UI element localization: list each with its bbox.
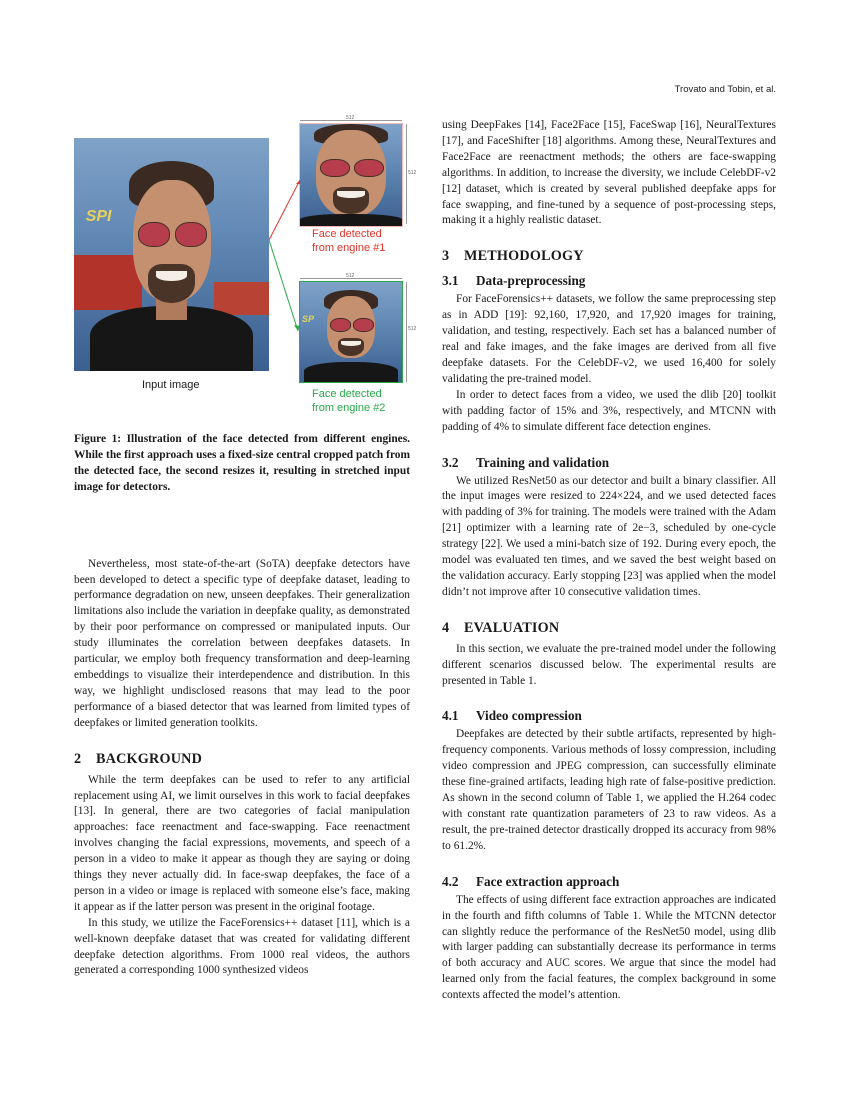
figure-1 [74,115,417,418]
right-column [442,118,776,1004]
subsection-3-2-heading: 3.2 Training and validation [442,454,610,470]
section-4-heading: 4 EVALUATION [442,619,560,636]
dim-height-1: 512 [408,170,417,176]
subsection-4-2-paragraph-1: The effects of using different face extraction approaches are indicated in the fourth and fifth columns of Table 1. While the MTCNN detector can slightly reduce the performance of the ResNet50 model, using dlib with larger padding can substantially decrease its performance in terms of both accuracy and AUC scores. We argue that since the model had learned only from the facial features, the complex background in some contexts affected the model’s attention. [442,893,776,1002]
figure-caption: Figure 1: Illustration of the face detected from different engines. While the first approach uses a fixed-size central cropped patch from the detected face, the second resizes it, resulting in stretched input image for detectors. [74,433,410,493]
engine2-crop: SP [300,282,402,382]
input-photo: SPI [74,138,269,371]
subsection-4-1-heading: 4.1 Video compression [442,708,582,724]
section-2-paragraph-1: While the term deepfakes can be used to refer to any artificial replacement using AI, we limit ourselves in this work to facial deepfakes [13]. In general, there are two categories of facial manipulation approaches: face reenactment and face-swapping. Face reenactment involves changing the facial expressions, movements, and speech of a person in a video to make it appear as though they are saying or doing things they never actually did. In face-swap deepfakes, the face of a person in a video or image is replaced with someone else’s face, making it appear as if the latter person was present in the original footage. [74,773,410,913]
engine2-label: Face detected from engine #2 [312,388,386,414]
dim-width-1: 512 [346,115,355,121]
section-2-heading: 2 BACKGROUND [74,750,203,767]
subsection-4-2-heading: 4.2 Face extraction approach [442,873,620,889]
engine2-frame [299,281,403,383]
subsection-3-1-paragraph-2: In order to detect faces from a video, we used the dlib [20] toolkit with padding factor of 15% and 3%, respectively, and MTCNN with padding of 4% to simulate different face detection engines. [442,388,776,433]
intro-paragraph: Nevertheless, most state-of-the-art (SoTA) deepfake detectors have been developed to detect a specific type of deepfake dataset, leading to performance degradation on new, unseen deepfakes. Their generalization limitations also include the variation in deepfake quality, as demonstrated by their poor performance on compressed or manipulated inputs. Our study illuminates the correlation between deepfakes datasets. In particular, we employ both frequency transformation and deep-learning embeddings to visualize their interdependence and distribution. In this way, we highlight undisclosed reasons that may lead to the poor performance of a biased detector that was learned from limited types of deepfakes or limited generation toolkits. [74,557,410,729]
dim-width-2: 512 [346,273,355,279]
subsection-3-2-paragraph-1: We utilized ResNet50 as our detector and built a binary classifier. All the input images were resized to 224×224, and we used detected faces with padding of 3% for training. The models were trained with the Adam [21] optimizer with a learning rate of 2e−3, scheduled by one-cycle strategy [22]. We used a mini-batch size of 192. During every epoch, the model was evaluated ten times, and we saved the best weight based on the validation accuracy. Early stopping [23] was applied when the model didn’t not improve after 10 consecutive validation times. [442,474,776,598]
engine1-frame [299,123,403,227]
section-2-paragraph-2: In this study, we utilize the FaceForensics++ dataset [11], which is a well-known deepfake dataset that was created for validating different deepfake detection algorithms. From 1000 real videos, the authors generated a corresponding 1000 synthesized videos [74,916,410,977]
running-head: Trovato and Tobin, et al. [674,84,776,95]
continued-paragraph: using DeepFakes [14], Face2Face [15], FaceSwap [16], NeuralTextures [17], and FaceShifter [18] algorithms. Among these, NeuralTextures and Face2Face are reenactment methods; the others are face-swapping algorithms. In addition, to increase the diversity, we include CelebDF-v2 [12] dataset, which is created by several published deepfake apps for face swapping, and fine-tuned by a sequence of post-processing steps, making it a highly realistic dataset. [442,119,776,227]
left-column [74,115,417,979]
dim-height-2: 512 [408,326,417,332]
section-3-heading: 3 METHODOLOGY [442,248,584,265]
input-image-label: Input image [142,379,200,391]
subsection-3-1-paragraph-1: For FaceForensics++ datasets, we follow the same preprocessing step as in ADD [19]: 92,160, 17,920, and 17,920 images for training, validation, and testing, respectively. Each set has a balanced number of real and fake images, and the fake images are derived from all five deepfake datasets. For the CelebDF-v2, we used 16,400 for solely validating the pre-trained model. [442,293,776,385]
engine1-label: Face detected from engine #1 [312,228,386,254]
subsection-3-1-heading: 3.1 Data-preprocessing [442,273,586,289]
section-4-paragraph-1: In this section, we evaluate the pre-trained model under the following different scenarios discussed below. The experimental results are presented in Table 1. [442,642,776,687]
subsection-4-1-paragraph-1: Deepfakes are detected by their subtle artifacts, represented by high-frequency components. Various methods of lossy compression, including video compression and JPEG compression, can successfully eliminate these fine-grained artifacts, leading high rate of false-positive prediction. As shown in the second column of Table 1, we applied the H.264 codec with constant rate quantization parameters of 23 to raw videos. As a result, the pre-trained detector drastically dropped its accuracy from 98% to 61.2%. [442,728,776,852]
